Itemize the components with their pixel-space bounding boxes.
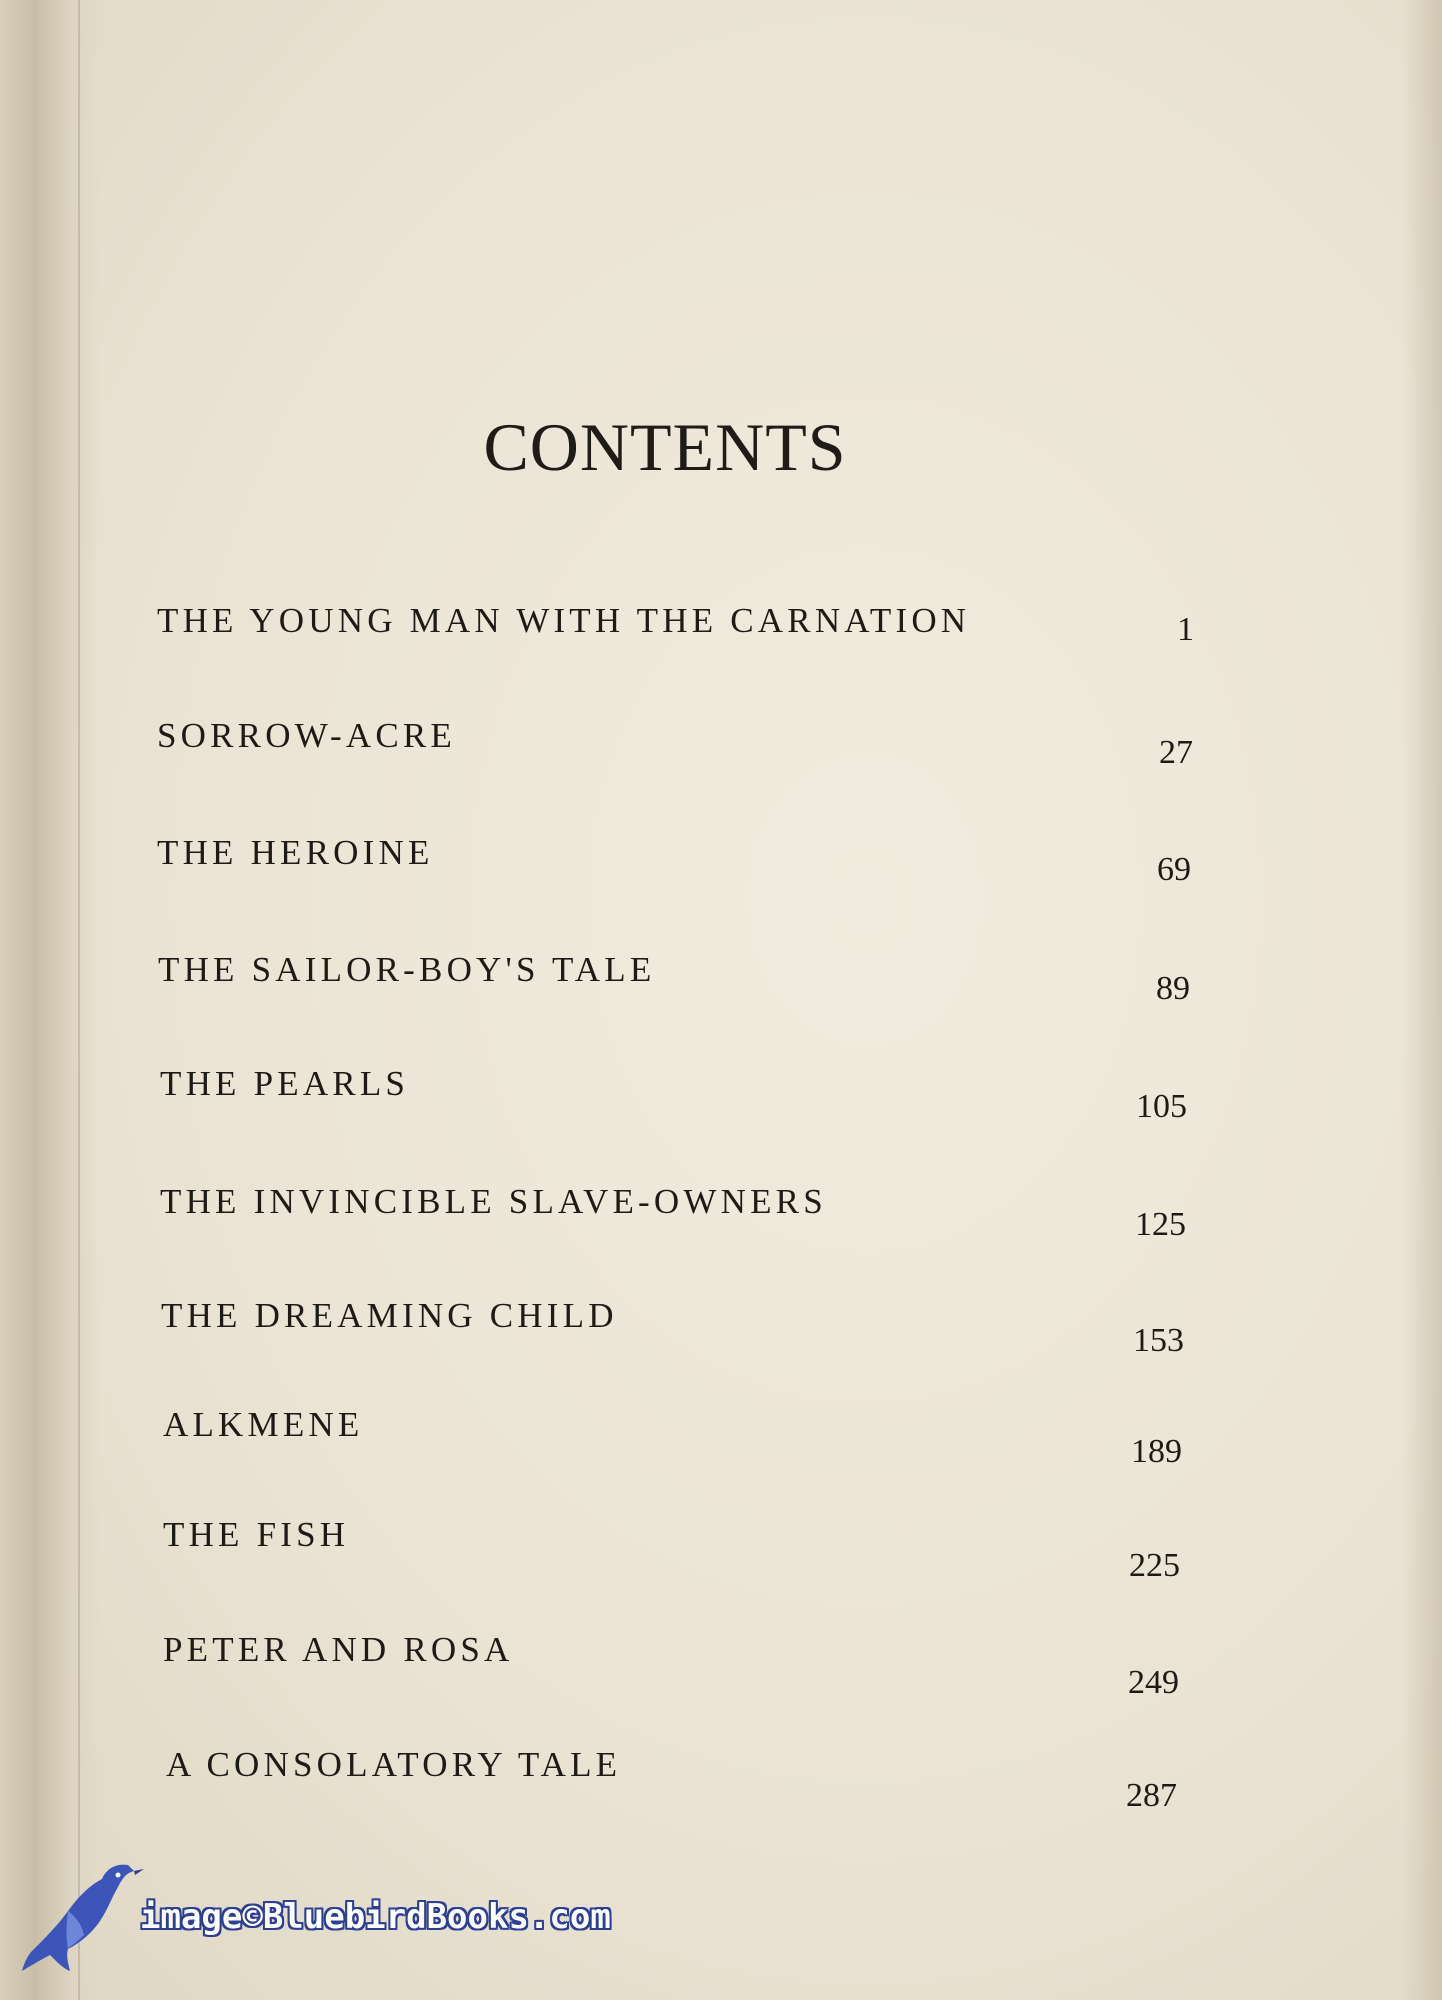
toc-entry	[0, 716, 1442, 776]
toc-entry	[0, 1515, 1442, 1584]
toc-entry-page: 153	[1133, 1322, 1184, 1359]
toc-entry-page: 287	[1126, 1777, 1177, 1814]
toc-entry-title: PETER AND ROSA	[163, 1630, 514, 1669]
toc-entry-title: A CONSOLATORY TALE	[166, 1745, 622, 1784]
toc-entry-page: 27	[1159, 734, 1193, 771]
toc-entry-page: 1	[1177, 611, 1194, 648]
toc-entry-page: 89	[1156, 970, 1190, 1007]
toc-entry	[0, 833, 1442, 893]
watermark	[18, 1855, 738, 1975]
toc-entry-page: 225	[1129, 1547, 1180, 1584]
toc-entry	[0, 1745, 1442, 1814]
toc-entry	[0, 1182, 1442, 1242]
watermark-text: image©BluebirdBooks.com	[140, 1897, 611, 1937]
toc-entry-title: THE INVINCIBLE SLAVE-OWNERS	[160, 1182, 827, 1221]
toc-entry-title: THE YOUNG MAN WITH THE CARNATION	[157, 601, 971, 640]
toc-entry	[0, 601, 1442, 661]
toc-entry-page: 125	[1135, 1206, 1186, 1243]
toc-entry-title: ALKMENE	[163, 1405, 364, 1444]
contents-heading: CONTENTS	[483, 409, 847, 485]
toc-entry-page: 249	[1128, 1664, 1179, 1701]
toc-entry-title: THE PEARLS	[160, 1064, 410, 1103]
toc-entry-title: THE HEROINE	[157, 833, 434, 872]
toc-entry	[0, 1405, 1442, 1470]
bluebird-icon	[18, 1855, 148, 1975]
toc-entry-page: 105	[1136, 1088, 1187, 1125]
toc-entry-page: 189	[1131, 1433, 1182, 1470]
toc-entry-title: THE FISH	[163, 1515, 350, 1554]
toc-entry	[0, 1630, 1442, 1701]
toc-entry-title: SORROW-ACRE	[157, 716, 457, 755]
toc-entry	[0, 950, 1442, 1010]
toc-entry-title: THE DREAMING CHILD	[161, 1296, 618, 1335]
toc-entry	[0, 1064, 1442, 1124]
toc-entry-title: THE SAILOR-BOY'S TALE	[158, 950, 656, 989]
toc-entry-page: 69	[1157, 851, 1191, 888]
toc-entry	[0, 1296, 1442, 1359]
